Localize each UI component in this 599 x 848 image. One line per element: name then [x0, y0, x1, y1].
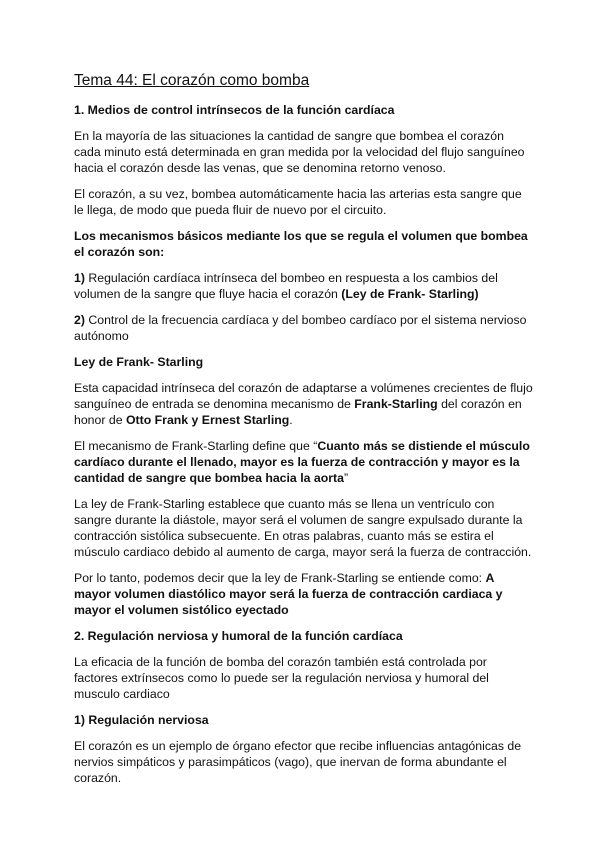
frank-p2-text-c: ”	[343, 471, 349, 485]
paragraph-frank-definition	[74, 438, 533, 486]
mechanism-item-2	[74, 312, 533, 344]
frank-p1-text-a: Esta capacidad intrínseca del corazón de adaptarse a volúmenes crecientes de flujo sanguíneo de entrada se denomina mecanismo de	[74, 381, 533, 411]
mechanism-item-1	[74, 270, 533, 302]
frank-p4-bold-summary: A mayor volumen diastólico mayor será la fuerza de contracción cardiaca y mayor el volumen sistólico eyectado	[74, 571, 503, 617]
frank-p2-text-a: El mecanismo de Frank-Starling define que “	[74, 439, 318, 453]
paragraph-nervous: El corazón es un ejemplo de órgano efector que recibe influencias antagónicas de nervios simpáticos y parasimpáticos (vago), que inervan de forma abundante el corazón.	[74, 739, 522, 785]
paragraph-venous-return: En la mayoría de las situaciones la cantidad de sangre que bombea el corazón cada minuto está determinada en gran medida por la velocidad del flujo sanguíneo hacia el corazón desde las venas, que se denomina retorno venoso.	[74, 129, 525, 175]
document-title: Tema 44: El corazón como bomba	[74, 72, 310, 89]
item-1-bold: (Ley de Frank- Starling)	[341, 287, 479, 301]
item-1-text: Regulación cardíaca intrínseca del bombeo en respuesta a los cambios del volumen de la sangre que fluye hacia el corazón	[74, 271, 498, 301]
section-1-heading: 1. Medios de control intrínsecos de la función cardíaca	[74, 103, 395, 117]
frank-p1-text-e: .	[289, 413, 293, 427]
item-2-text: Control de la frecuencia cardíaca y del bombeo cardíaco por el sistema nervioso autónomo	[74, 313, 527, 343]
frank-p1-bold-mechanism: Frank-Starling	[354, 397, 438, 411]
item-2-number: 2)	[74, 313, 85, 327]
item-1-number: 1)	[74, 271, 85, 285]
paragraph-extrinsic: La eficacia de la función de bomba del corazón también está controlada por factores extrínsecos como lo puede ser la regulación nerviosa y humoral del musculo cardiaco	[74, 655, 489, 701]
paragraph-frank-law: La ley de Frank-Starling establece que cuanto más se llena un ventrículo con sangre durante la diástole, mayor será el volumen de sangre expulsado durante la contracción sistólica subsecuente. En otras palabras, cuanto más se estira el músculo cardiaco debido al aumento de carga, mayor será la fuerza de contracción.	[74, 497, 532, 559]
frank-starling-heading: Ley de Frank- Starling	[74, 355, 204, 369]
paragraph-frank-capacity	[74, 380, 533, 428]
paragraph-pumping: El corazón, a su vez, bombea automáticamente hacia las arterias esta sangre que le llega, de modo que pueda fluir de nuevo por el circuito.	[74, 187, 522, 217]
section-2-heading: 2. Regulación nerviosa y humoral de la función cardíaca	[74, 629, 403, 643]
mechanisms-heading: Los mecanismos básicos mediante los que se regula el volumen que bombea el corazón son:	[74, 229, 528, 259]
frank-p1-text-c: del corazón en honor de	[74, 397, 522, 427]
nervous-regulation-heading: 1) Regulación nerviosa	[74, 713, 209, 727]
frank-p2-bold-quote: Cuanto más se distiende el músculo cardíaco durante el llenado, mayor es la fuerza de contracción y mayor es la cantidad de sangre que bombea hacia la aorta	[74, 439, 530, 485]
paragraph-frank-summary	[74, 570, 533, 618]
frank-p1-bold-names: Otto Frank y Ernest Starling	[125, 413, 290, 427]
frank-p4-text-a: Por lo tanto, podemos decir que la ley de Frank-Starling se entiende como:	[74, 571, 486, 585]
